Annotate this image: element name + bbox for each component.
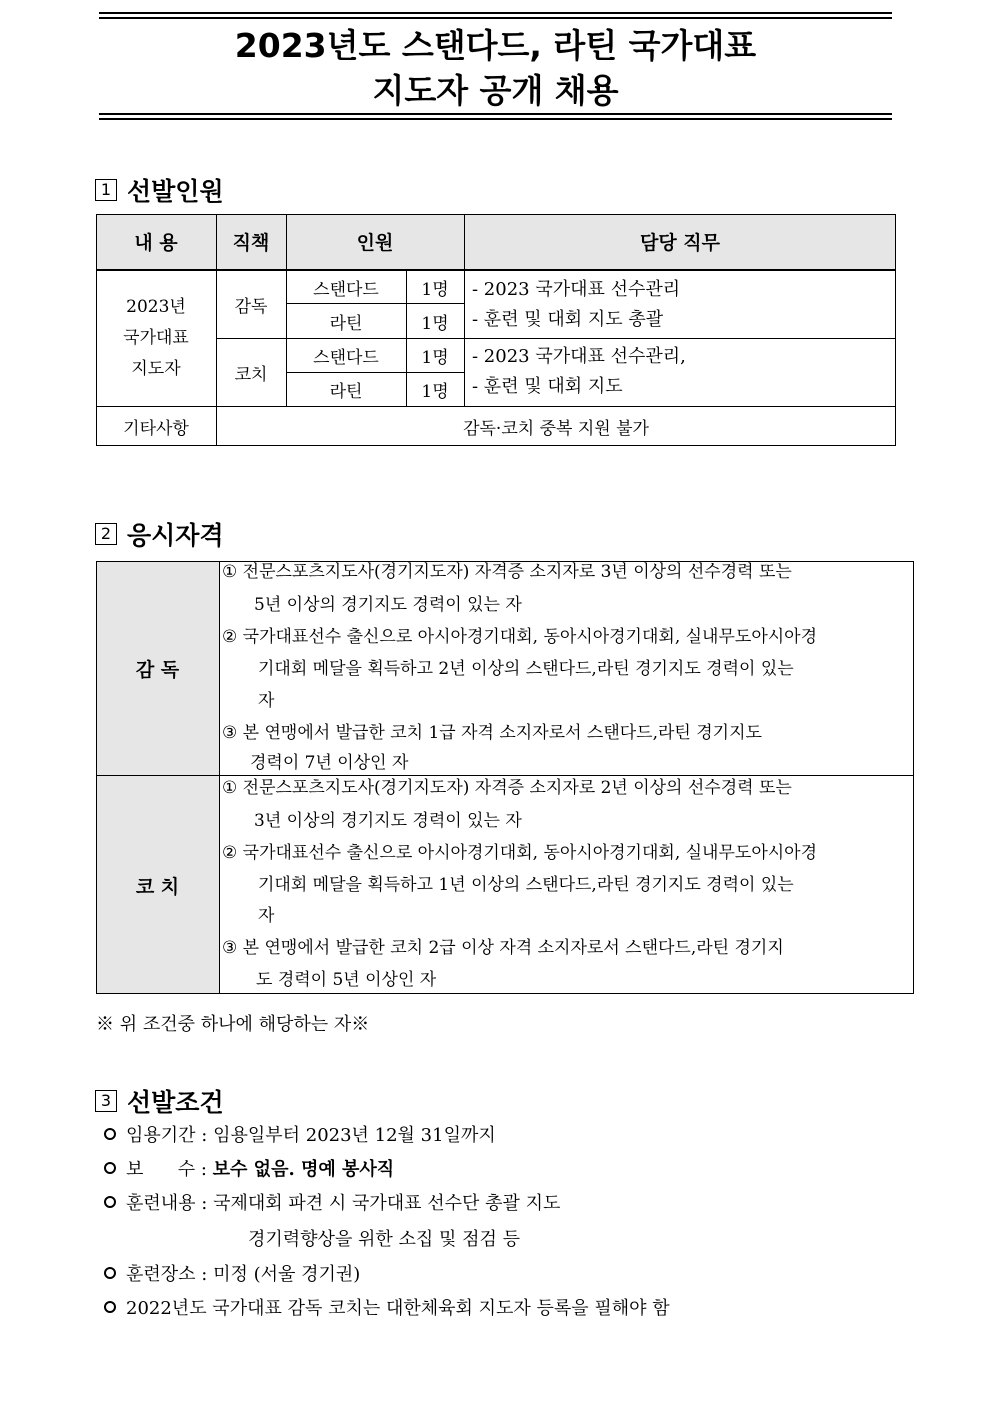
condition-label: 훈련장소 :	[126, 1264, 208, 1285]
qual-line: 도 경력이 5년 이상인 자	[256, 970, 437, 990]
condition-item	[104, 1124, 496, 1148]
section1-number: 1	[95, 179, 117, 201]
condition-value: 임용일부터 2023년 12월 31일까지	[213, 1125, 496, 1146]
list-marker: ②	[222, 843, 238, 863]
page-title-line2: 지도자 공개 채용	[372, 71, 619, 110]
list-marker: ①	[222, 562, 238, 582]
condition-item	[104, 1192, 560, 1216]
title-box	[99, 12, 892, 120]
title-top-rule-inner	[99, 17, 892, 19]
page-title-line1: 2023년도 스탠다드, 라틴 국가대표	[234, 26, 757, 65]
duty-line: - 훈련 및 대회 지도	[472, 376, 623, 397]
qual-coach-label: 코 치	[135, 875, 180, 898]
section3-number: 3	[95, 1090, 117, 1112]
count-value: 1명	[421, 382, 449, 402]
qual-line: 자	[258, 691, 275, 711]
qual-text: 본 연맹에서 발급한 코치 2급 이상 자격 소지자로서 스탠다드,라틴 경기지	[242, 938, 784, 958]
count-value: 1명	[421, 313, 449, 334]
circle-bullet-icon	[104, 1301, 116, 1313]
qual-line	[222, 937, 784, 959]
qual-line: 5년 이상의 경기지도 경력이 있는 자	[254, 595, 522, 615]
qual-line: 자	[258, 906, 275, 926]
qual-line: 경력이 7년 이상인 자	[250, 753, 409, 773]
qual-text: 국가대표선수 출신으로 아시아경기대회, 동아시아경기대회, 실내무도아시아경	[242, 627, 818, 647]
qual-text: 국가대표선수 출신으로 아시아경기대회, 동아시아경기대회, 실내무도아시아경	[242, 843, 818, 863]
title-top-rule	[99, 12, 892, 14]
table1-category	[96, 271, 216, 406]
count-value: 1명	[421, 348, 449, 368]
position-director: 감독	[234, 297, 268, 317]
qual-line: 기대회 메달을 획득하고 1년 이상의 스탠다드,라틴 경기지도 경력이 있는	[258, 875, 794, 895]
table1-header-count: 인원	[356, 232, 394, 254]
table1-header-duty: 담당 직무	[639, 232, 721, 254]
section2-heading	[95, 516, 224, 552]
condition-value: 미정 (서울 경기권)	[213, 1264, 361, 1285]
section2-title: 응시자격	[127, 521, 224, 550]
count-value: 1명	[421, 279, 449, 300]
qual-text: 본 연맹에서 발급한 코치 1급 자격 소지자로서 스탠다드,라틴 경기지도	[242, 723, 762, 743]
list-marker: ③	[222, 723, 238, 743]
title-bottom-rule-inner	[99, 113, 892, 115]
section2-number: 2	[95, 523, 117, 545]
section3-heading	[95, 1083, 224, 1119]
duty-line: - 2023 국가대표 선수관리,	[472, 346, 686, 367]
qual-line: 기대회 메달을 획득하고 2년 이상의 스탠다드,라틴 경기지도 경력이 있는	[258, 659, 794, 679]
condition-value: 보수 없음. 명예 봉사직	[212, 1159, 395, 1180]
circle-bullet-icon	[104, 1162, 116, 1174]
etc-value: 감독·코치 중복 지원 불가	[463, 419, 649, 439]
qual-text: 전문스포츠지도사(경기지도자) 자격증 소지자로 3년 이상의 선수경력 또는	[242, 562, 792, 582]
condition-label: 보 수 :	[126, 1159, 207, 1180]
qualification-note: ※ 위 조건중 하나에 해당하는 자※	[96, 1014, 370, 1035]
section3-title: 선발조건	[127, 1088, 224, 1117]
section1-heading	[95, 172, 224, 208]
qual-line	[222, 842, 817, 864]
condition-continuation: 경기력향상을 위한 소집 및 점검 등	[248, 1229, 521, 1250]
etc-label: 기타사항	[123, 419, 189, 439]
condition-item	[104, 1263, 360, 1287]
position-coach: 코치	[234, 365, 268, 385]
condition-item	[104, 1297, 670, 1321]
condition-label: 임용기간 :	[126, 1125, 208, 1146]
duties-coach	[472, 342, 686, 402]
circle-bullet-icon	[104, 1128, 116, 1140]
qual-line	[222, 561, 792, 583]
qual-text: 전문스포츠지도사(경기지도자) 자격증 소지자로 2년 이상의 선수경력 또는	[242, 778, 792, 798]
category-line: 지도자	[131, 359, 181, 379]
category-line: 2023년	[126, 297, 186, 317]
circle-bullet-icon	[104, 1267, 116, 1279]
qual-line	[222, 777, 792, 799]
qual-line	[222, 626, 817, 648]
count-type: 스탠다드	[313, 279, 379, 300]
table1-header-content: 내 용	[134, 232, 178, 254]
circle-bullet-icon	[104, 1196, 116, 1208]
duties-director	[472, 275, 680, 335]
duty-line: - 2023 국가대표 선수관리	[472, 279, 681, 300]
qual-line	[222, 722, 762, 744]
list-marker: ①	[222, 778, 238, 798]
category-line: 국가대표	[123, 328, 189, 348]
count-type: 라틴	[329, 313, 363, 334]
qual-director-label: 감 독	[135, 658, 180, 681]
table1-header-position: 직책	[232, 232, 270, 254]
count-type: 라틴	[329, 382, 363, 402]
list-marker: ②	[222, 627, 238, 647]
list-marker: ③	[222, 938, 238, 958]
section1-title: 선발인원	[127, 177, 224, 206]
condition-value: 국제대회 파견 시 국가대표 선수단 총괄 지도	[213, 1193, 561, 1214]
condition-item	[104, 1158, 394, 1182]
count-type: 스탠다드	[313, 348, 379, 368]
qual-line: 3년 이상의 경기지도 경력이 있는 자	[254, 811, 522, 831]
condition-value: 2022년도 국가대표 감독 코치는 대한체육회 지도자 등록을 필해야 함	[126, 1298, 670, 1319]
duty-line: - 훈련 및 대회 지도 총괄	[472, 309, 664, 330]
table2-col-rule	[219, 561, 220, 994]
title-bottom-rule	[99, 118, 892, 120]
condition-label: 훈련내용 :	[126, 1193, 208, 1214]
